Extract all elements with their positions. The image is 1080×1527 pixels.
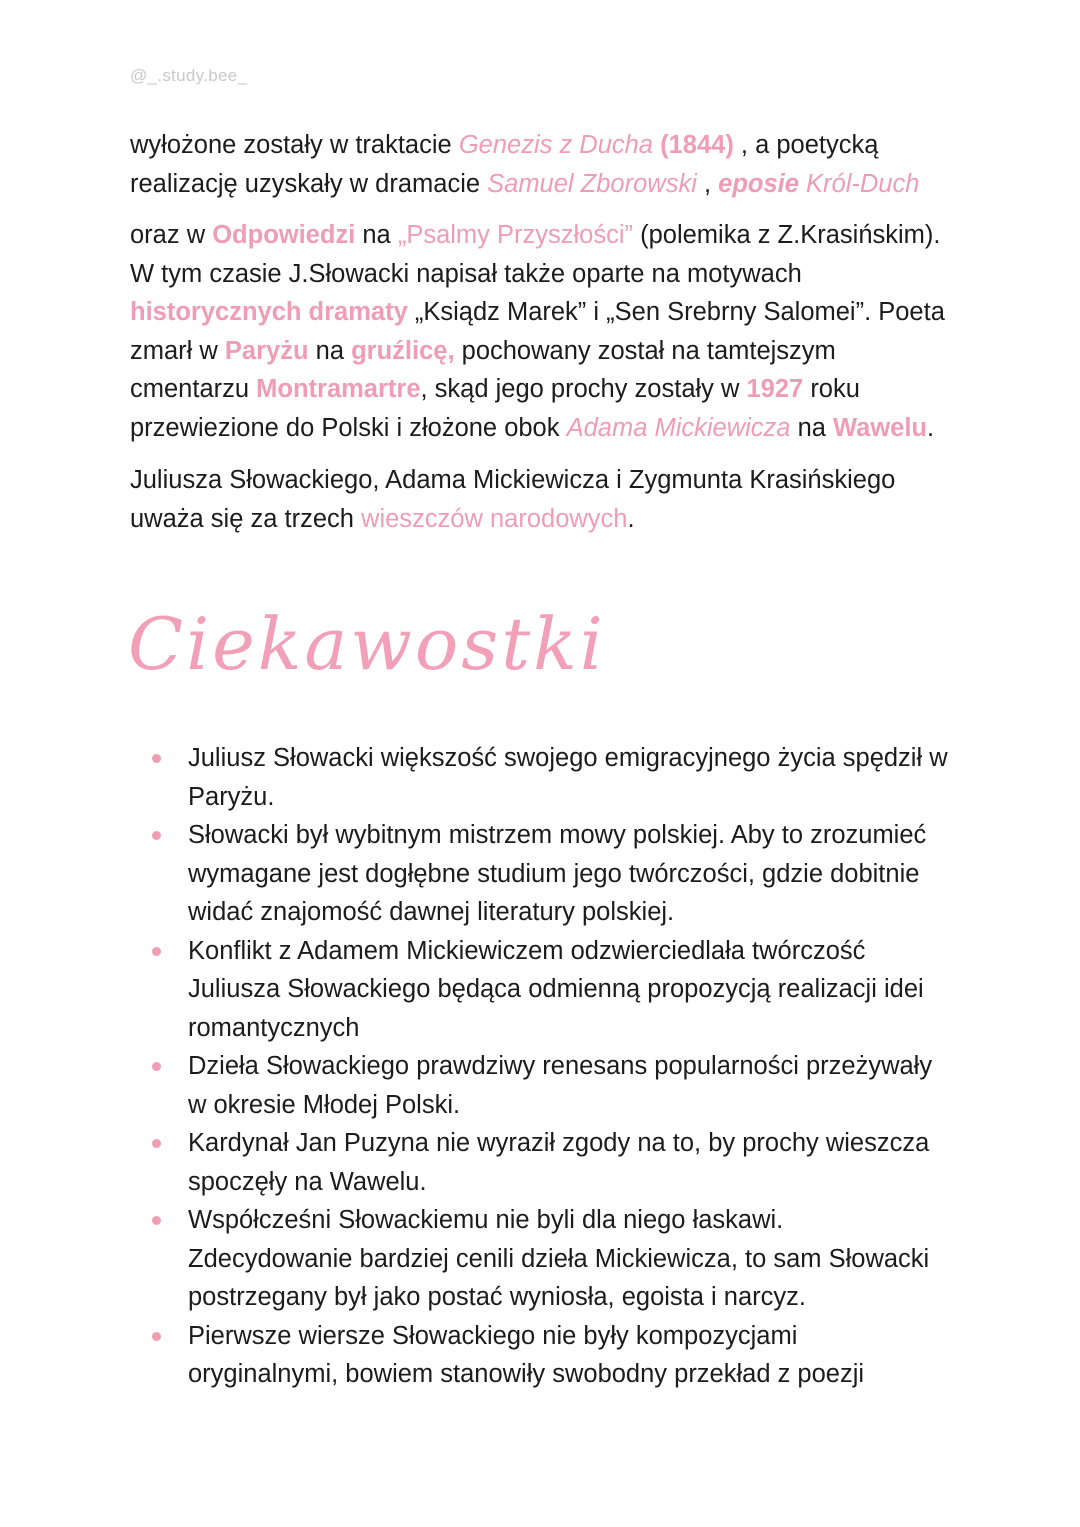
- bullet-icon: [152, 1062, 161, 1071]
- fact-text: Współcześni Słowackiemu nie byli dla niego łaskawi. Zdecydowanie bardziej cenili dzieła Mickiewicza, to sam Słowacki postrzegany był jako postać wyniosła, egoista i narcyz.: [188, 1206, 930, 1311]
- bullet-icon: [152, 947, 161, 956]
- highlight-odpowiedzi: Odpowiedzi: [212, 221, 356, 249]
- list-item: [152, 1201, 952, 1317]
- text: „Ksiądz Marek” i „Sen Srebrny Salomei”. Poeta zmarł w: [130, 298, 945, 365]
- text: .: [627, 504, 635, 533]
- text: na: [355, 221, 398, 249]
- fact-text: Kardynał Jan Puzyna nie wyraził zgody na to, by prochy wieszcza spoczęły na Wawelu.: [188, 1129, 930, 1196]
- list-item: [152, 1317, 952, 1394]
- highlight-psalmy: „Psalmy Przyszłości”: [397, 221, 634, 249]
- bullet-icon: [152, 754, 161, 763]
- paragraph-genezis: [130, 126, 960, 203]
- text: ,: [696, 169, 719, 198]
- highlight-samuel-zborowski: Samuel Zborowski: [487, 169, 697, 198]
- paragraph-wieszcze: [130, 461, 960, 538]
- text: , a poetycką realizację uzyskały w dramacie: [130, 131, 879, 198]
- text: (polemika z Z.Krasińskim). W tym czasie J.Słowacki napisał także oparte na motywach: [130, 221, 941, 288]
- list-item: [152, 739, 952, 816]
- text: Juliusza Słowackiego, Adama Mickiewicza i Zygmunta Krasińskiego uważa się za trzech: [130, 466, 896, 533]
- bullet-icon: [152, 1216, 161, 1225]
- list-item: [152, 1124, 952, 1201]
- fact-text: Dzieła Słowackiego prawdziwy renesans popularności przeżywały w okresie Młodej Polski.: [188, 1052, 933, 1119]
- text: wyłożone zostały w traktacie: [130, 131, 459, 159]
- text: roku przewiezione do Polski i złożone obok: [130, 375, 860, 442]
- text: oraz w: [130, 221, 213, 249]
- bullet-icon: [152, 1139, 161, 1148]
- main-text: [130, 126, 960, 538]
- section-heading-ciekawostki: Ciekawostki: [128, 602, 606, 686]
- text: [799, 170, 806, 198]
- text: na: [790, 413, 834, 442]
- text: , skąd jego prochy zostały w: [420, 375, 747, 403]
- fact-text: Słowacki był wybitnym mistrzem mowy polskiej. Aby to zrozumieć wymagane jest dogłębne studium jego twórczości, gdzie dobitnie widać znajomość dawnej literatury polskiej.: [188, 821, 927, 926]
- paragraph-biography: [130, 216, 960, 447]
- highlight-gruzlice: gruźlicę,: [351, 336, 455, 365]
- watermark: @_.study.bee_: [130, 66, 248, 85]
- bullet-icon: [152, 1332, 161, 1341]
- highlight-paryzu: Paryżu: [224, 336, 309, 365]
- fact-text: Juliusz Słowacki większość swojego emigracyjnego życia spędził w Paryżu.: [188, 744, 948, 811]
- fact-text: Pierwsze wiersze Słowackiego nie były kompozycjami oryginalnymi, bowiem stanowiły swobodny przekład z poezji: [188, 1321, 865, 1388]
- facts-list: [152, 739, 952, 1394]
- highlight-historycznych: historycznych dramaty: [130, 298, 408, 326]
- highlight-year-1844: (1844): [660, 131, 734, 159]
- highlight-adama-mickiewicza: Adama Mickiewicza: [566, 413, 791, 442]
- text: pochowany został na tamtejszym cmentarzu: [130, 336, 836, 403]
- list-item: [152, 816, 952, 932]
- highlight-wawelu: Wawelu: [833, 413, 928, 442]
- text: .: [927, 413, 935, 442]
- highlight-eposie: eposie: [718, 169, 799, 198]
- highlight-krol-duch: Król-Duch: [806, 169, 920, 198]
- fact-text: Konflikt z Adamem Mickiewiczem odzwierciedlała twórczość Juliusza Słowackiego będąca odmienną propozycją realizacji idei romantycznych: [188, 936, 924, 1042]
- highlight-genezis: Genezis z Ducha: [458, 131, 653, 159]
- highlight-montramartre: Montramartre: [256, 375, 421, 403]
- highlight-year-1927: 1927: [746, 375, 804, 403]
- text: na: [308, 336, 352, 365]
- list-item: [152, 932, 952, 1048]
- highlight-wieszczow: wieszczów narodowych: [361, 504, 628, 533]
- bullet-icon: [152, 831, 161, 840]
- list-item: [152, 1047, 952, 1124]
